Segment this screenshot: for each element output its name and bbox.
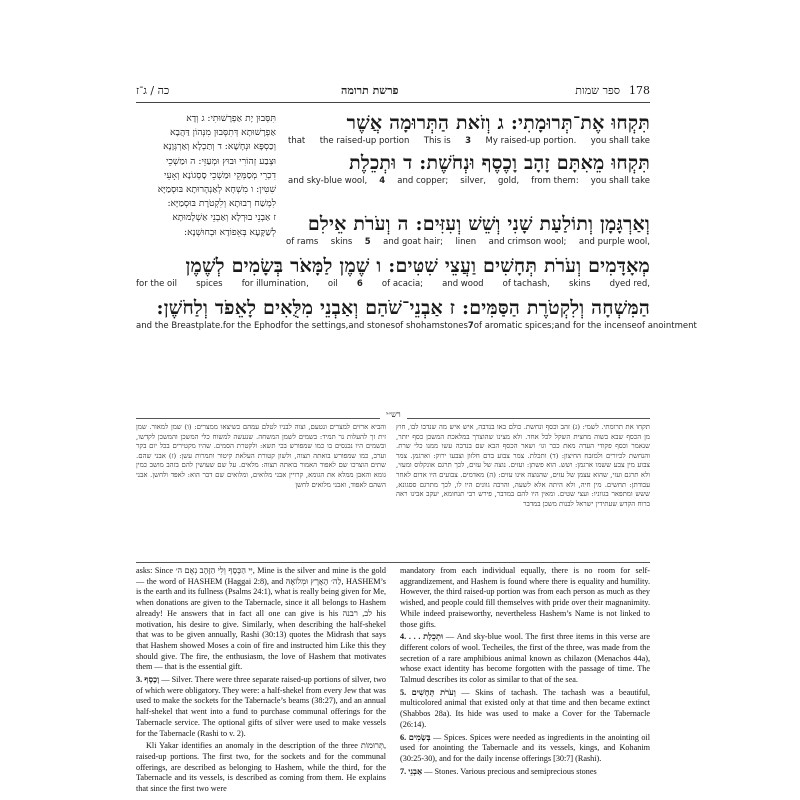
gloss-line — [136, 237, 650, 247]
gloss-word: and for the incense — [554, 321, 637, 331]
running-header — [136, 82, 650, 103]
gloss-word: skins — [568, 279, 591, 289]
onkelos-line: דִכְרֵי מְסַמְּקֵי וּמַשְׁכֵי סָסְגוֹנָא וְאָעֵי — [164, 169, 276, 181]
commentary-paragraph — [136, 741, 386, 794]
onkelos-line: תִּסְּבוּן יָת אַפְרָשׁוּתִי: ג וְדָא — [186, 113, 276, 124]
gloss-word: 5 — [364, 237, 371, 247]
gloss-word: for the oil — [136, 279, 177, 289]
verse-block-upper — [288, 112, 650, 186]
onkelos-line: לִמְשַׁח רְבוּתָא וְלִקְטֹרֶת בּוּסְמַיָּא: — [167, 198, 276, 210]
commentary-text: asks: Since יִּי הַכֶּסֶף וְלִי הַזָּהָב נְאֻם ה׳, Mine is the silver and mine is the gold — the word of HASHEM (Haggai 2:8), and לַה׳ הָאָרֶץ וּמְלוֹאָהּ, HASHEM’s is the earth and its fullness (Psalms 24:1), what is really being given for Me, when donations are given to the Tabernacle, since it all belongs to Hashem already! He answers that in fact all one can give is his לב, רבנה his motivation, his desire to give. Similarly, when describing the half-shekel that was to be given annually, Rashi (30:13) quotes the Midrash that says that Hashem showed Moses a coin of fire and instructed him Like this they should give. The fire, the enthusiasm, the love of Hashem that motivates them — that is the essential gift. — [136, 566, 386, 672]
gloss-line — [288, 136, 650, 146]
gloss-word: linen — [455, 237, 477, 247]
commentary-lead: 7. אַבְנֵי — [400, 766, 423, 776]
gloss-word: stones — [439, 321, 468, 331]
gloss-word: 4 — [379, 176, 386, 186]
verse-line: הַמִּשְׁחָה וְלִקְטֹרֶת הַסַּמִּים: ז אַבְנֵי־שֹׁהַם וְאַבְנֵי מִלֻּאִים לָאֵפֹד וְלַחֹשֶׁן: — [156, 297, 650, 319]
commentary-text: — Skins of tachash. The tachash was a beautiful, multicolored animal that existed only at that time and then became extinct (Shabbos 28a). Its hide was used to make a Cover for the Tabernacle (26:14). — [400, 687, 650, 729]
gloss-word: for illumination, — [241, 279, 309, 289]
gloss-word: the raised-up portion — [319, 136, 410, 146]
verse-line: וְאַרְגָּמָן וְתוֹלַעַת שָׁנִי וְשֵׁשׁ וְעִזִּים: ה וְעֹרֹת אֵילִם — [307, 213, 650, 235]
onkelos-line: וְכַסְפָּא וּנְחָשָׁא: ד וְתַכְלָא וְאַרְגְּוָנָא — [163, 141, 276, 153]
rashi-column-right: תקחו את תרומתי. לשמי: (ג) זהב וכסף ונחשת. כולם באו בנדבה, איש איש מה שנדבו לבו, חוץ מן הכסף שבא בשוה מחצית השקל לכל אחד. ולא מצינו שהוצרך במלאכת המשכן כסף יותר, שנאמר וכסף פקודי העדה מאת ככר וגו׳ ושאר הכסף הבא שם בנדבה עשו ממנו כלי שרת. והנחשת לכיורים ולמזבח החיצון: (ד) ותכלת. צמר צבוע בדם חלזון וצבעו ירוק: וארגמן. צמר צבוע מין צבע ששמו ארגמן: ושש. הוא פשתן: ועזים. נוצה של עזים, לכך תרגם אונקלוס ומעזי, ולא תרגם ועזי, שהוא עצמן של עזים, שהנוצה אינו עזים: (ה) מאדמים. צבועים היו אדום לאחר עבודתן: תחשים. מין חיה, ולא היתה אלא לשעה, והרבה גוונים היו לו, לכך מתרגם ססגונא, ששש ומתפאר בגווניו: ועצי שטים. ומאין היו להם במדבר, פירש רבי תנחומא, יעקב אבינו ראה ברוח הקדש שעתידין ישראל לבנות משכן במדבר — [396, 423, 650, 508]
commentary-paragraph — [400, 632, 650, 686]
gloss-line — [136, 321, 697, 331]
gloss-word: and wood — [442, 279, 484, 289]
commentary-paragraph — [136, 675, 386, 739]
gloss-line — [136, 279, 650, 289]
commentary-text: — Stones. Various precious and semiprecious stones — [422, 766, 597, 776]
onkelos-line: לְשַׁקָּעָא בְּאֵפוֹדָא וּבְחוּשְׁנָא: — [184, 226, 276, 238]
commentary-column-left — [136, 566, 386, 794]
commentary-text: Kli Yakar identifies an anomaly in the description of the three תְּרוּמוֹת, raised-up portions. The first two, for the sockets and for the communal offerings, are described as belonging to Hashem, while the third, for the Tabernacle and its vessels, is described as coming from them. He explains that since the first two were — [136, 741, 386, 794]
gloss-word: and crimson wool; — [488, 237, 567, 247]
verse-block-lower — [136, 213, 697, 331]
gloss-word: My raised-up portion. — [485, 136, 577, 146]
commentary-text: — And sky-blue wool. The first three items in this verse are different colors of wool. Techeiles, the first of the three, was made from the secretion of a rare amphibious animal known as chilazon (Menachos 44a), whose exact identity has become forgotten with the passage of time. The Talmud describes its color as similar to that of the sea. — [400, 632, 650, 685]
gloss-word: dyed red, — [609, 279, 650, 289]
gloss-word: of aromatic spices; — [473, 321, 555, 331]
commentary-divider — [136, 562, 650, 563]
commentary-lead: 5. וְעֹרֹת תְּחָשִׁים — [400, 687, 456, 697]
parasha-title: פרשת תרומה — [341, 84, 399, 97]
gloss-line — [288, 176, 650, 186]
gloss-word: of rams — [286, 237, 319, 247]
commentary-paragraph — [400, 688, 650, 731]
gloss-word: 7 — [467, 321, 474, 331]
page-number: 178 — [629, 84, 650, 97]
gloss-word: oil — [327, 279, 338, 289]
onkelos-line: שִׁטִּין: ו מִשְׁחָא לְאַנְהָרוּתָא בּוּסְמַיָּא — [157, 184, 276, 196]
gloss-word: 6 — [356, 279, 363, 289]
commentary-paragraph — [136, 566, 386, 673]
gloss-word: silver, — [460, 176, 486, 186]
commentary-lead: 6. בְּשָׂמִים — [400, 732, 431, 742]
gloss-word: skins — [330, 237, 353, 247]
gloss-word: of anointment — [636, 321, 697, 331]
gloss-word: and stones — [348, 321, 396, 331]
gloss-word: for the Ephod — [222, 321, 281, 331]
commentary-text: — Spices. Spices were needed as ingredients in the anointing oil used for anointing the Tabernacle and its vessels, kings, and Kohanim (30:25-30), and for the daily incense offerings [30:7] (Rashi). — [400, 732, 650, 763]
gloss-word: gold, — [497, 176, 520, 186]
gloss-word: and goat hair; — [383, 237, 443, 247]
book-title: ספר שמות — [575, 84, 620, 97]
gloss-word: that — [288, 136, 306, 146]
gloss-word: and the Breastplate. — [136, 321, 223, 331]
gloss-word: of acacia; — [381, 279, 424, 289]
commentary-paragraph — [400, 566, 650, 630]
gloss-word: you shall take — [590, 136, 650, 146]
verse-line: מְאָדָּמִים וְעֹרֹת תְּחָשִׁים וַעֲצֵי שִׁטִּים: ו שֶׁמֶן לַמָּאֹר בְּשָׂמִים לְשֶׁמֶן — [185, 255, 650, 277]
onkelos-line: וּצְבַע זְהוֹרִי וּבוּץ וּמְעַזֵּי: ה וּמַשְׁכֵי — [166, 155, 276, 167]
commentary-text: — Silver. There were three separate raised-up portions of silver, two of which were obligatory. They were: a half-shekel from every Jew that was used to make the sockets for the Tabernacle’s beams (38:27), and an annual half-shekel that went into a fund to purchase communal offerings for the Tabernacle service. The optional gifts of silver were used to make vessels for the Tabernacle (Rashi to v. 2). — [136, 675, 386, 738]
gloss-word: This is — [423, 136, 451, 146]
gloss-word: of shoham — [395, 321, 440, 331]
onkelos-line: ז אַבְנֵי בוּרְלָא וְאַבְנֵי אַשְׁלָמוּתָא — [172, 212, 276, 224]
gloss-word: and purple wool, — [578, 237, 650, 247]
gloss-word: 3 — [465, 136, 472, 146]
commentary-column-right — [400, 566, 650, 794]
commentary-text: mandatory from each individual equally, there is no room for self-aggrandizement, and Hashem is found where there is equality and humility. However, the third raised-up portion was from each person as much as they wished, and people could fill themselves with pride over their magnanimity. While indeed praiseworthy, nevertheless Hashem’s Name is not linked to those gifts. — [400, 566, 650, 629]
commentary-lead: 3. וָכֶסֶף — [136, 675, 160, 685]
commentary-paragraph — [400, 767, 650, 778]
chapter-verse-ref: כה / ג־ז — [136, 84, 170, 97]
verse-line: תִּקְחוּ מֵאִתָּם זָהָב וָכֶסֶף וּנְחֹשֶׁת: ד וּתְכֵלֶת — [349, 152, 650, 174]
gloss-word: and copper; — [397, 176, 449, 186]
verse-line: תִּקְחוּ אֶת־תְּרוּמָתִי: ג וְזֹאת הַתְּרוּמָה אֲשֶׁר — [346, 112, 650, 134]
onkelos-line: אַפְרָשׁוּתָא דְּתִסְּבוּן מִנְּהוֹן דַּהֲבָא — [170, 127, 276, 139]
rashi-label: רש״י — [380, 410, 407, 419]
gloss-word: of tachash, — [502, 279, 550, 289]
rashi-column-left: והביא ארזים למצרים ונטעם, וצוה לבניו לטלם עמהם כשיצאו ממצרים: (ו) שמן למאור. שמן זית זך להעלות נר תמיד: בשמים לשמן המשחה. שנעשה למשוח כלי המשכן והמשכן לקדשו, ובשמים היו נכנסים בו כמו שמפורש בכי תשא: ולקטרת הסמים. שהיו מקטירים בכל יום בקר וערב, כמו שמפורש בואתה תצוה, ולשון קטורת העלאת קיטור ותמרות עשן: (ז) אבני שהם. שתים הוצרכו שם לאפוד האמור בואתה תצוה: מלאים. על שם שעושין להם בזהב מושב כמין גומא והאבן ממלא את הגומא, קרויין אבני מלואים, ומלואים שם דבר הוא: לאפד ולחשן. אבני השהם לאפוד, ואבני מלואים לחשן — [136, 423, 386, 489]
gloss-word: for the settings, — [280, 321, 349, 331]
gloss-word: spices — [196, 279, 223, 289]
commentary-paragraph — [400, 733, 650, 765]
gloss-word: and sky-blue wool, — [288, 176, 368, 186]
gloss-word: from them: — [531, 176, 579, 186]
commentary-lead: 4. . . . וּתְכֵלֶת — [400, 632, 444, 642]
gloss-word: you shall take — [590, 176, 650, 186]
